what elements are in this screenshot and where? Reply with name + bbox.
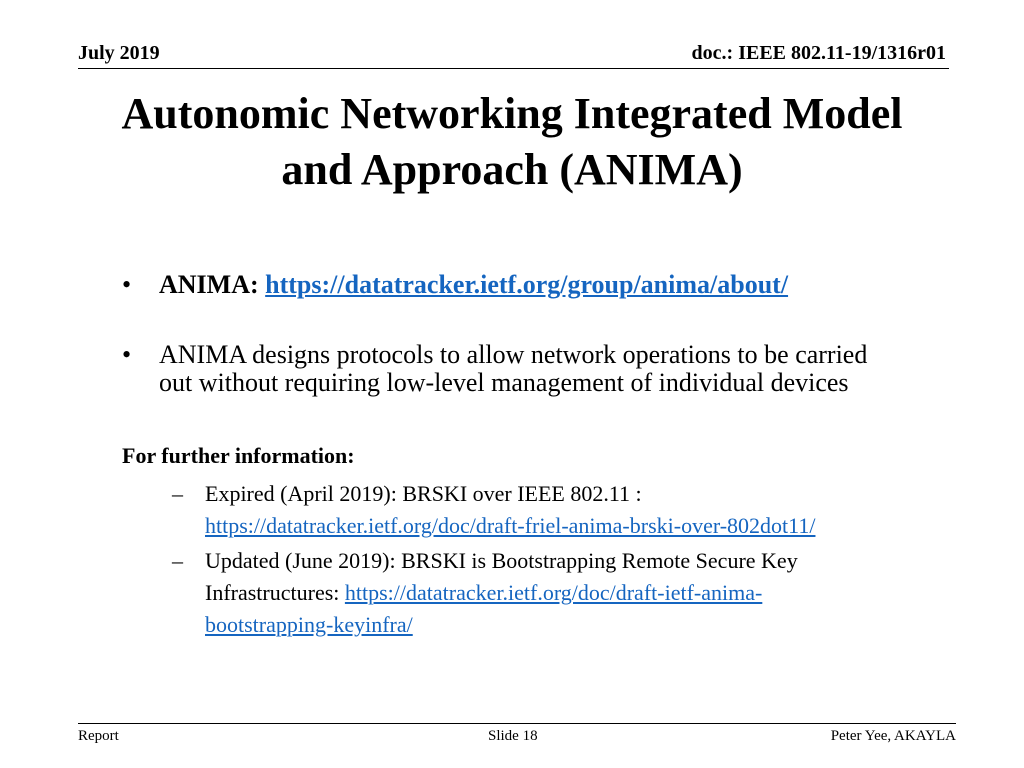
description-line-1: ANIMA designs protocols to allow network operations to be carried [159, 340, 868, 369]
keyinfra-link-part-2[interactable]: bootstrapping-keyinfra/ [205, 612, 413, 637]
sub-item-text [205, 478, 925, 542]
dash-icon: – [172, 548, 183, 573]
keyinfra-link-part-1[interactable]: https://datatracker.ietf.org/doc/draft-ietf-anima- [344, 580, 763, 605]
dash-icon: – [172, 481, 183, 506]
description-line-2: out without requiring low-level management of individual devices [159, 368, 849, 397]
header-doc-id: doc.: IEEE 802.11-19/1316r01 [691, 42, 946, 64]
updated-text: Updated (June 2019): BRSKI is Bootstrapping Remote Secure Key [205, 548, 798, 573]
header-divider [78, 68, 949, 69]
further-info-heading: For further information: [122, 443, 355, 468]
sub-item-text [205, 545, 925, 641]
bullet-text [159, 271, 788, 299]
footer-author: Peter Yee, AKAYLA [830, 728, 956, 744]
slide-title-line-2: and Approach (ANIMA) [281, 145, 743, 194]
bullet-icon: • [122, 270, 132, 299]
anima-label: ANIMA: [159, 270, 259, 299]
anima-about-link[interactable]: https://datatracker.ietf.org/group/anima/about/ [265, 270, 789, 299]
bullet-text [159, 341, 867, 397]
slide-title [78, 86, 946, 198]
header-date: July 2019 [78, 42, 160, 64]
slide-title-line-1: Autonomic Networking Integrated Model [121, 89, 903, 138]
slide-number: Slide 18 [488, 728, 538, 744]
footer-divider [78, 723, 956, 724]
updated-prefix: Infrastructures: [205, 580, 345, 605]
footer-left: Report [78, 728, 119, 744]
bullet-icon: • [122, 340, 132, 369]
brski-80211-link[interactable]: https://datatracker.ietf.org/doc/draft-friel-anima-brski-over-802dot11/ [205, 513, 816, 538]
expired-text: Expired (April 2019): BRSKI over IEEE 802.11 : [205, 481, 642, 506]
